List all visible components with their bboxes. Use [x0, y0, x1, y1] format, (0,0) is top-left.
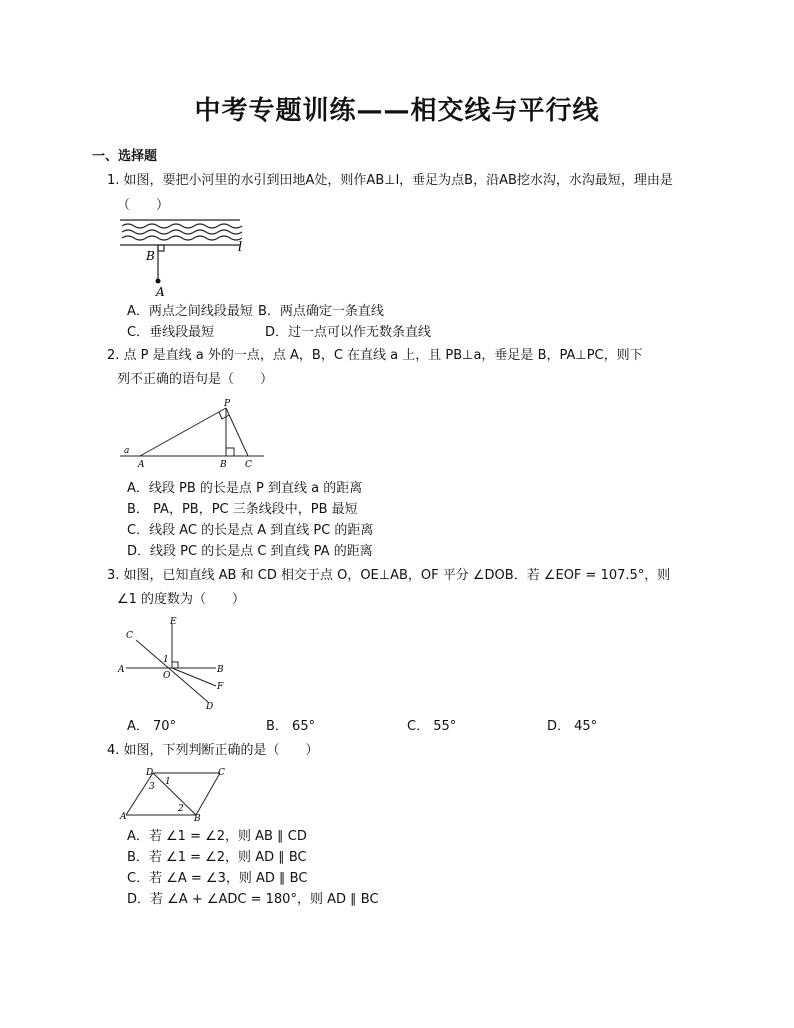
- label-c: C: [218, 768, 225, 778]
- question-3-text-cont: ∠1 的度数为（ ）: [117, 592, 246, 607]
- question-2-text-cont: 列不正确的语句是（ ）: [117, 372, 274, 387]
- q2-option-b[interactable]: B． PA，PB，PC 三条线段中，PB 最短: [127, 502, 358, 517]
- q4-option-d[interactable]: D．若 ∠A + ∠ADC = 180°，则 AD ∥ BC: [127, 892, 379, 907]
- intersecting-lines-figure: [116, 616, 236, 714]
- section-heading: 一、选择题: [92, 149, 158, 164]
- label-d: D: [206, 702, 214, 712]
- label-line-a: a: [124, 446, 130, 456]
- q3-option-b[interactable]: B． 65°: [266, 719, 316, 734]
- q1-option-c[interactable]: C．垂线段最短: [127, 325, 215, 340]
- label-f: F: [217, 682, 224, 692]
- label-d: D: [146, 768, 154, 778]
- quadrilateral-figure: [118, 765, 238, 823]
- question-3-text: 3. 如图，已知直线 AB 和 CD 相交于点 O，OE⊥AB，OF 平分 ∠DOB．若 ∠EOF = 107.5°，则: [107, 568, 671, 583]
- page-title: 中考专题训练——相交线与平行线: [194, 96, 600, 126]
- label-b: B: [217, 665, 224, 675]
- q2-option-a[interactable]: A．线段 PB 的长是点 P 到直线 a 的距离: [127, 481, 363, 496]
- q4-option-c[interactable]: C．若 ∠A = ∠3，则 AD ∥ BC: [127, 871, 308, 886]
- q3-option-c[interactable]: C． 55°: [407, 719, 457, 734]
- label-b: B: [194, 814, 201, 824]
- label-a: A: [118, 665, 125, 675]
- q2-option-d[interactable]: D．线段 PC 的长是点 C 到直线 PA 的距离: [127, 544, 373, 559]
- q2-option-c[interactable]: C．线段 AC 的长是点 A 到直线 PC 的距离: [127, 523, 374, 538]
- question-2-text: 2. 点 P 是直线 a 外的一点，点 A，B，C 在直线 a 上，且 PB⊥a，垂足是 B，PA⊥PC，则下: [107, 348, 643, 363]
- label-angle-3: 3: [149, 782, 155, 792]
- label-b: B: [146, 249, 155, 263]
- q1-option-d[interactable]: D．过一点可以作无数条直线: [265, 325, 432, 340]
- question-4-text: 4. 如图，下列判断正确的是（ ）: [107, 743, 319, 758]
- q1-option-a[interactable]: A．两点之间线段最短: [127, 304, 253, 319]
- q3-option-a[interactable]: A． 70°: [127, 719, 177, 734]
- label-a: A: [138, 460, 145, 470]
- triangle-figure: [118, 398, 268, 473]
- label-o: O: [163, 671, 171, 681]
- river-figure: [118, 218, 258, 300]
- label-a: A: [120, 812, 127, 822]
- q1-option-b[interactable]: B．两点确定一条直线: [258, 304, 384, 319]
- q3-option-d[interactable]: D． 45°: [547, 719, 598, 734]
- label-c: C: [245, 460, 252, 470]
- q4-option-a[interactable]: A．若 ∠1 = ∠2，则 AB ∥ CD: [127, 829, 307, 844]
- label-c: C: [126, 631, 133, 641]
- label-e: E: [170, 617, 177, 627]
- question-1-text-cont: （ ）: [117, 198, 170, 213]
- label-angle-1: 1: [165, 777, 171, 787]
- q4-option-b[interactable]: B．若 ∠1 = ∠2，则 AD ∥ BC: [127, 850, 307, 865]
- label-p: P: [224, 399, 231, 409]
- point-a-dot: [156, 279, 161, 284]
- label-a: A: [156, 285, 165, 299]
- label-b: B: [220, 460, 227, 470]
- label-l: l: [238, 240, 243, 255]
- label-angle-1: 1: [163, 655, 169, 665]
- label-angle-2: 2: [178, 804, 184, 814]
- question-1-text: 1. 如图，要把小河里的水引到田地A处，则作AB⊥l，垂足为点B，沿AB挖水沟，水沟最短，理由是: [107, 173, 673, 188]
